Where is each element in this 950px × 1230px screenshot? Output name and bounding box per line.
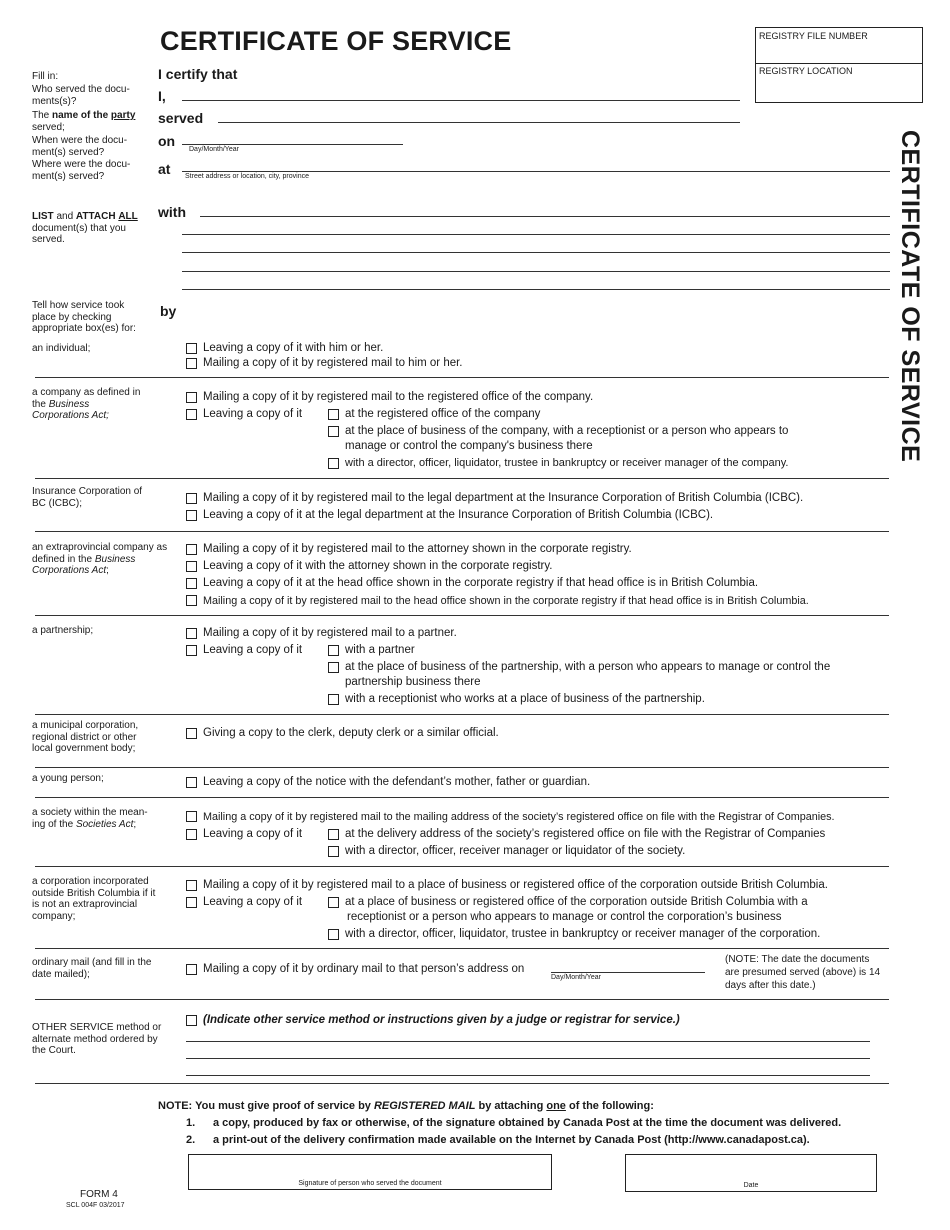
divider [35, 714, 889, 715]
list-attach-label: LIST and ATTACH ALL document(s) that you served. [32, 211, 138, 245]
at-label: at [158, 161, 171, 177]
extra-mail-attorney-checkbox[interactable] [186, 544, 197, 555]
divider [35, 767, 889, 768]
foreign-mail-text: Mailing a copy of it by registered mail to a place of business or registered office of the corporation outside British Columbia. [203, 879, 828, 891]
society-director-text: with a director, officer, receiver manager or liquidator of the society. [345, 845, 686, 857]
side-title: CERTIFICATE OF SERVICE [896, 130, 924, 463]
signature-label: Signature of person who served the document [298, 1180, 442, 1187]
young-label: a young person; [32, 773, 104, 784]
ordinary-mail-date-field[interactable] [551, 972, 705, 973]
other-service-label: OTHER SERVICE method or alternate method ordered by the Court. [32, 1022, 162, 1056]
page-title: CERTIFICATE OF SERVICE [160, 26, 512, 56]
society-delivery-text: at the delivery address of the society’s registered office on file with the Registrar of Companies [345, 828, 826, 840]
i-label: I, [158, 88, 166, 104]
note-item-1: a copy, produced by fax or otherwise, of the signature obtained by Canada Post at the time the document was delivered. [213, 1117, 842, 1129]
company-label: a company as defined in the Business Corporations Act; [32, 387, 141, 421]
other-service-text: (Indicate other service method or instructions given by a judge or registrar for service.) [203, 1014, 680, 1026]
other-service-checkbox[interactable] [186, 1015, 197, 1026]
divider [35, 1083, 889, 1084]
individual-mail-checkbox[interactable] [186, 358, 197, 369]
individual-label: an individual; [32, 343, 91, 354]
company-business-text-1: at the place of business of the company, with a receptionist or a person who appears to [345, 425, 789, 437]
extra-leave-attorney-text: Leaving a copy of it with the attorney shown in the corporate registry. [203, 560, 553, 572]
young-checkbox[interactable] [186, 777, 197, 788]
partnership-mail-text: Mailing a copy of it by registered mail to a partner. [203, 627, 457, 639]
partnership-business-text-1: at the place of business of the partnership, with a person who appears to manage or control the [345, 661, 831, 673]
documents-line-2[interactable] [182, 234, 890, 235]
registry-location-label: REGISTRY LOCATION [759, 66, 853, 76]
where-label: Where were the docu- ment(s) served? [32, 159, 131, 182]
foreign-director-checkbox[interactable] [328, 929, 339, 940]
party-name-field[interactable] [218, 122, 740, 123]
served-date-field[interactable] [182, 144, 403, 145]
company-mail-text: Mailing a copy of it by registered mail to the registered office of the company. [203, 391, 594, 403]
partnership-receptionist-text: with a receptionist who works at a place of business of the partnership. [345, 693, 705, 705]
note-item-2-number: 2. [186, 1134, 196, 1146]
divider [35, 797, 889, 798]
ordinary-mail-text: Mailing a copy of it by ordinary mail to that person’s address on [203, 963, 525, 975]
partnership-leave-checkbox[interactable] [186, 645, 197, 656]
ordinary-mail-note: (NOTE: The date the documents are presumed served (above) is 14 days after this date.) [725, 954, 881, 991]
foreign-mail-checkbox[interactable] [186, 880, 197, 891]
divider [35, 866, 889, 867]
registry-file-number-label: REGISTRY FILE NUMBER [759, 31, 868, 41]
extra-leave-head-office-checkbox[interactable] [186, 578, 197, 589]
proof-note: NOTE: You must give proof of service by REGISTERED MAIL by attaching one of the following: [158, 1100, 654, 1112]
municipal-text: Giving a copy to the clerk, deputy clerk or a similar official. [203, 727, 499, 739]
individual-leave-text: Leaving a copy of it with him or her. [203, 342, 384, 354]
i-certify-label: I certify that [158, 66, 238, 82]
at-hint: Street address or location, city, province [185, 173, 309, 180]
documents-line-5[interactable] [182, 289, 890, 290]
society-director-checkbox[interactable] [328, 846, 339, 857]
company-office-checkbox[interactable] [328, 409, 339, 420]
who-served-label: Who served the docu- ments(s)? [32, 84, 130, 107]
society-mail-text: Mailing a copy of it by registered mail to the mailing address of the society’s registered office on file with the Registrar of Companies. [203, 811, 835, 823]
young-text: Leaving a copy of the notice with the defendant’s mother, father or guardian. [203, 776, 591, 788]
partnership-mail-checkbox[interactable] [186, 628, 197, 639]
individual-leave-checkbox[interactable] [186, 343, 197, 354]
extra-mail-head-office-checkbox[interactable] [186, 595, 197, 606]
ordinary-mail-date-hint: Day/Month/Year [551, 974, 601, 981]
extra-mail-head-office-text: Mailing a copy of it by registered mail to the head office shown in the corporate registry if that head office is in British Columbia. [203, 595, 809, 607]
municipal-checkbox[interactable] [186, 728, 197, 739]
extra-leave-head-office-text: Leaving a copy of it at the head office shown in the corporate registry if that head office is in British Columbia. [203, 577, 759, 589]
other-service-line-1[interactable] [186, 1041, 870, 1042]
divider [35, 478, 889, 479]
divider [35, 999, 889, 1000]
ordinary-mail-checkbox[interactable] [186, 964, 197, 975]
society-label: a society within the mean- ing of the Societies Act; [32, 807, 148, 830]
extra-leave-attorney-checkbox[interactable] [186, 561, 197, 572]
society-leave-text: Leaving a copy of it [203, 828, 303, 840]
served-label: served [158, 110, 204, 126]
society-leave-checkbox[interactable] [186, 829, 197, 840]
divider [35, 531, 889, 532]
documents-line-4[interactable] [182, 271, 890, 272]
fill-in-label: Fill in: [32, 71, 59, 82]
partnership-receptionist-checkbox[interactable] [328, 694, 339, 705]
foreign-leave-checkbox[interactable] [186, 897, 197, 908]
company-director-checkbox[interactable] [328, 458, 339, 469]
documents-line-3[interactable] [182, 252, 890, 253]
form-name: FORM 4 [80, 1189, 118, 1200]
divider [35, 948, 889, 949]
partnership-business-checkbox[interactable] [328, 662, 339, 673]
date-box[interactable] [625, 1154, 877, 1192]
individual-mail-text: Mailing a copy of it by registered mail to him or her. [203, 357, 463, 369]
ordinary-mail-label: ordinary mail (and fill in the date mailed); [32, 957, 152, 980]
icbc-leave-text: Leaving a copy of it at the legal department at the Insurance Corporation of British Columbia (ICBC). [203, 509, 714, 521]
company-leave-checkbox[interactable] [186, 409, 197, 420]
company-office-text: at the registered office of the company [345, 408, 541, 420]
by-label: by [160, 303, 177, 319]
partnership-leave-text: Leaving a copy of it [203, 644, 303, 656]
foreign-business-checkbox[interactable] [328, 897, 339, 908]
society-mail-checkbox[interactable] [186, 811, 197, 822]
documents-line-1[interactable] [200, 216, 890, 217]
company-business-checkbox[interactable] [328, 426, 339, 437]
party-label: The name of the party served; [32, 110, 136, 133]
icbc-leave-checkbox[interactable] [186, 510, 197, 521]
icbc-mail-checkbox[interactable] [186, 493, 197, 504]
other-service-line-3[interactable] [186, 1075, 870, 1076]
divider [35, 377, 889, 378]
partnership-partner-checkbox[interactable] [328, 645, 339, 656]
note-item-1-number: 1. [186, 1117, 196, 1129]
company-director-text: with a director, officer, liquidator, trustee in bankruptcy or receiver manager of the company. [345, 457, 789, 469]
icbc-label: Insurance Corporation of BC (ICBC); [32, 486, 143, 509]
company-leave-text: Leaving a copy of it [203, 408, 303, 420]
extra-mail-attorney-text: Mailing a copy of it by registered mail to the attorney shown in the corporate registry. [203, 543, 632, 555]
on-label: on [158, 133, 176, 149]
server-name-field[interactable] [182, 100, 740, 101]
municipal-label: a municipal corporation, regional district or other local government body; [32, 720, 139, 754]
society-delivery-checkbox[interactable] [328, 829, 339, 840]
foreign-corp-label: a corporation incorporated outside British Columbia if it is not an extraprovincial company; [32, 876, 156, 922]
icbc-mail-text: Mailing a copy of it by registered mail to the legal department at the Insurance Corporation of British Columbia (ICBC). [203, 492, 804, 504]
divider [35, 615, 889, 616]
signature-box[interactable] [188, 1154, 552, 1190]
tell-how-label: Tell how service took place by checking appropriate box(es) for: [32, 300, 136, 334]
with-label: with [158, 204, 186, 220]
extraprovincial-label: an extraprovincial company as defined in the Business Corporations Act; [32, 542, 168, 576]
date-label: Date [743, 1182, 759, 1189]
foreign-director-text: with a director, officer, liquidator, trustee in bankruptcy or receiver manager of the corporation. [345, 928, 821, 940]
on-hint: Day/Month/Year [189, 146, 239, 153]
served-location-field[interactable] [182, 171, 890, 172]
other-service-line-2[interactable] [186, 1058, 870, 1059]
when-label: When were the docu- ment(s) served? [32, 135, 128, 158]
registry-box [755, 27, 923, 103]
foreign-leave-text: Leaving a copy of it [203, 896, 303, 908]
partnership-partner-text: with a partner [345, 644, 415, 656]
company-business-text-2: manage or control the company's business there [345, 440, 593, 452]
partnership-business-text-2: partnership business there [345, 676, 481, 688]
note-item-2: a print-out of the delivery confirmation made available on the Internet by Canada Post (http://www.canadapost.ca). [213, 1134, 810, 1146]
foreign-business-text-2: receptionist or a person who appears to manage or control the corporation’s business [347, 911, 782, 923]
foreign-business-text-1: at a place of business or registered office of the corporation outside British Columbia with a [345, 896, 808, 908]
form-code: SCL 004F 03/2017 [66, 1202, 125, 1209]
company-mail-checkbox[interactable] [186, 392, 197, 403]
partnership-label: a partnership; [32, 625, 94, 636]
